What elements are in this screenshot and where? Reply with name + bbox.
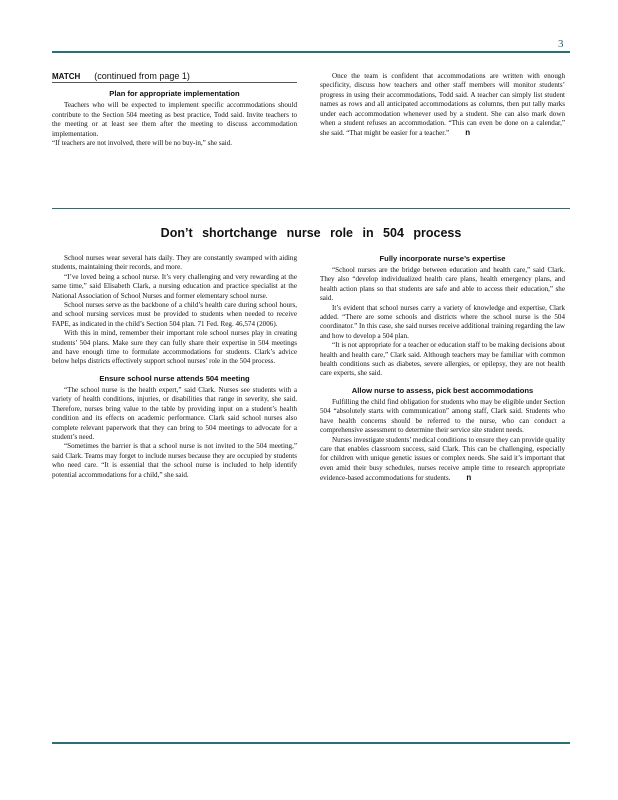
paragraph: With this in mind, remember their important role school nurses play in creating students’ 504 plans. Make sure they can fully share their expertise in 504 meetings and have enough time to formulate accommodations for students. Clark’s advice below helps districts effectively support school nurses’ role in the 504 process.: [52, 329, 297, 366]
match-label: MATCH: [52, 72, 81, 81]
paragraph: “Sometimes the barrier is that a school nurse is not invited to the 504 meeting,” said Clark. Teams may forget to include nurses because they are occupied by students who need care. “It is essential that the school nurse is included to help identify potential accommodations for a child,” she said.: [52, 442, 297, 479]
paragraph: “It is not appropriate for a teacher or education staff to be making decisions about health and health care,” Clark said. Although teachers may be familiar with common health conditions such as diabetes, severe allergies, or epilepsy, they are not health care experts, she said.: [320, 341, 565, 378]
paragraph-text: Once the team is confident that accommodations are written with enough specificity, discuss how teachers and other staff members will monitor students’ progress in using their accommodations, Todd said. A teacher can simply list student names as rows and all anticipated accommodations as columns, then put tally marks under each accommodation whenever used by a student. She can also mark down when a student refuses an accommodation. “This can even be done on a calendar,” she said. “That might be easier for a teacher.”: [320, 72, 565, 138]
page-number: 3: [558, 38, 564, 50]
article-title: Don’t shortchange nurse role in 504 process: [160, 226, 462, 240]
paragraph: Fulfilling the child find obligation for students who may be eligible under Section 504 “absolutely starts with communication” among staff, Clark said. Students who have health concerns should be referred to the nurse, who can conduct a comprehensive assessment to determine their service site student needs.: [320, 397, 565, 435]
paragraph: “I’ve loved being a school nurse. It’s very challenging and very rewarding at the same time,” said Elisabeth Clark, a nursing education and practice specialist at the National Association of School Nurses and former elementary school nurse.: [52, 272, 297, 300]
article-left-column: [52, 254, 297, 480]
subhead-allow-nurse-assess: Allow nurse to assess, pick best accommodations: [351, 385, 534, 395]
paragraph: Teachers who will be expected to implement specific accommodations should contribute to the Section 504 meeting as best practice, Todd said. Invite teachers to the meeting or at least see them after the meeting to discuss accommodation implementation.: [52, 101, 297, 138]
section-divider: [52, 208, 570, 209]
paragraph: It’s evident that school nurses carry a variety of knowledge and expertise, Clark added. “There are some schools and districts where the school nurse is the 504 coordinator.” In this case, she said nurses receive additional training regarding the law and how to develop a 504 plan.: [320, 303, 565, 340]
continued-label: (continued from page 1): [94, 71, 190, 81]
match-continued-column: [52, 72, 297, 148]
subhead-ensure-nurse-attends: Ensure school nurse attends 504 meeting: [99, 373, 250, 383]
paragraph: “If teachers are not involved, there will be no buy-in,” she said.: [52, 139, 233, 148]
paragraph: School nurses wear several hats daily. They are constantly swamped with aiding students, maintaining their records, and more.: [52, 254, 297, 272]
paragraph: [320, 72, 565, 139]
paragraph: “The school nurse is the health expert,” said Clark. Nurses see students with a variety of health conditions, injuries, or disabilities that range in severity, she said. Therefore, nurses bring value to the table by providing input on a student’s health condition and its effects on academic performance. Clark said school nurses also complete relevant paperwork that they can bring to 504 meetings to advocate for a student’s need.: [52, 385, 297, 441]
paragraph: “School nurses are the bridge between education and health care,” said Clark. They also “develop individualized health care plans, health emergency plans, and health action plans so that students are safe and able to access their education,” she said.: [320, 266, 565, 303]
end-of-article-mark: n: [466, 473, 472, 483]
paragraph: School nurses serve as the backbone of a child’s health care during school hours, and school nursing services must be provided to students when needed to receive FAPE, as indicated in the child’s Section 504 plan. 71 Fed. Reg. 46,574 (2006).: [52, 301, 297, 328]
match-header: [52, 72, 297, 83]
article-right-column: [320, 254, 565, 484]
bottom-rule: [52, 742, 570, 744]
top-rule: [52, 51, 570, 53]
paragraph: [320, 436, 565, 484]
match-continued-column-right: [320, 72, 565, 139]
subhead-incorporate-expertise: Fully incorporate nurse’s expertise: [379, 254, 506, 263]
paragraph-text: Nurses investigate students’ medical conditions to ensure they can provide quality care that enables classroom success, said Clark. This can be challenging, especially for children with unique genetic issues or complex needs. She said it’s important that even amid their busy schedules, nurses receive ample time to research appropriate evidence-based accommodations for students.: [320, 435, 565, 483]
subhead-plan-implementation: Plan for appropriate implementation: [109, 89, 240, 99]
end-of-article-mark: n: [465, 128, 471, 138]
